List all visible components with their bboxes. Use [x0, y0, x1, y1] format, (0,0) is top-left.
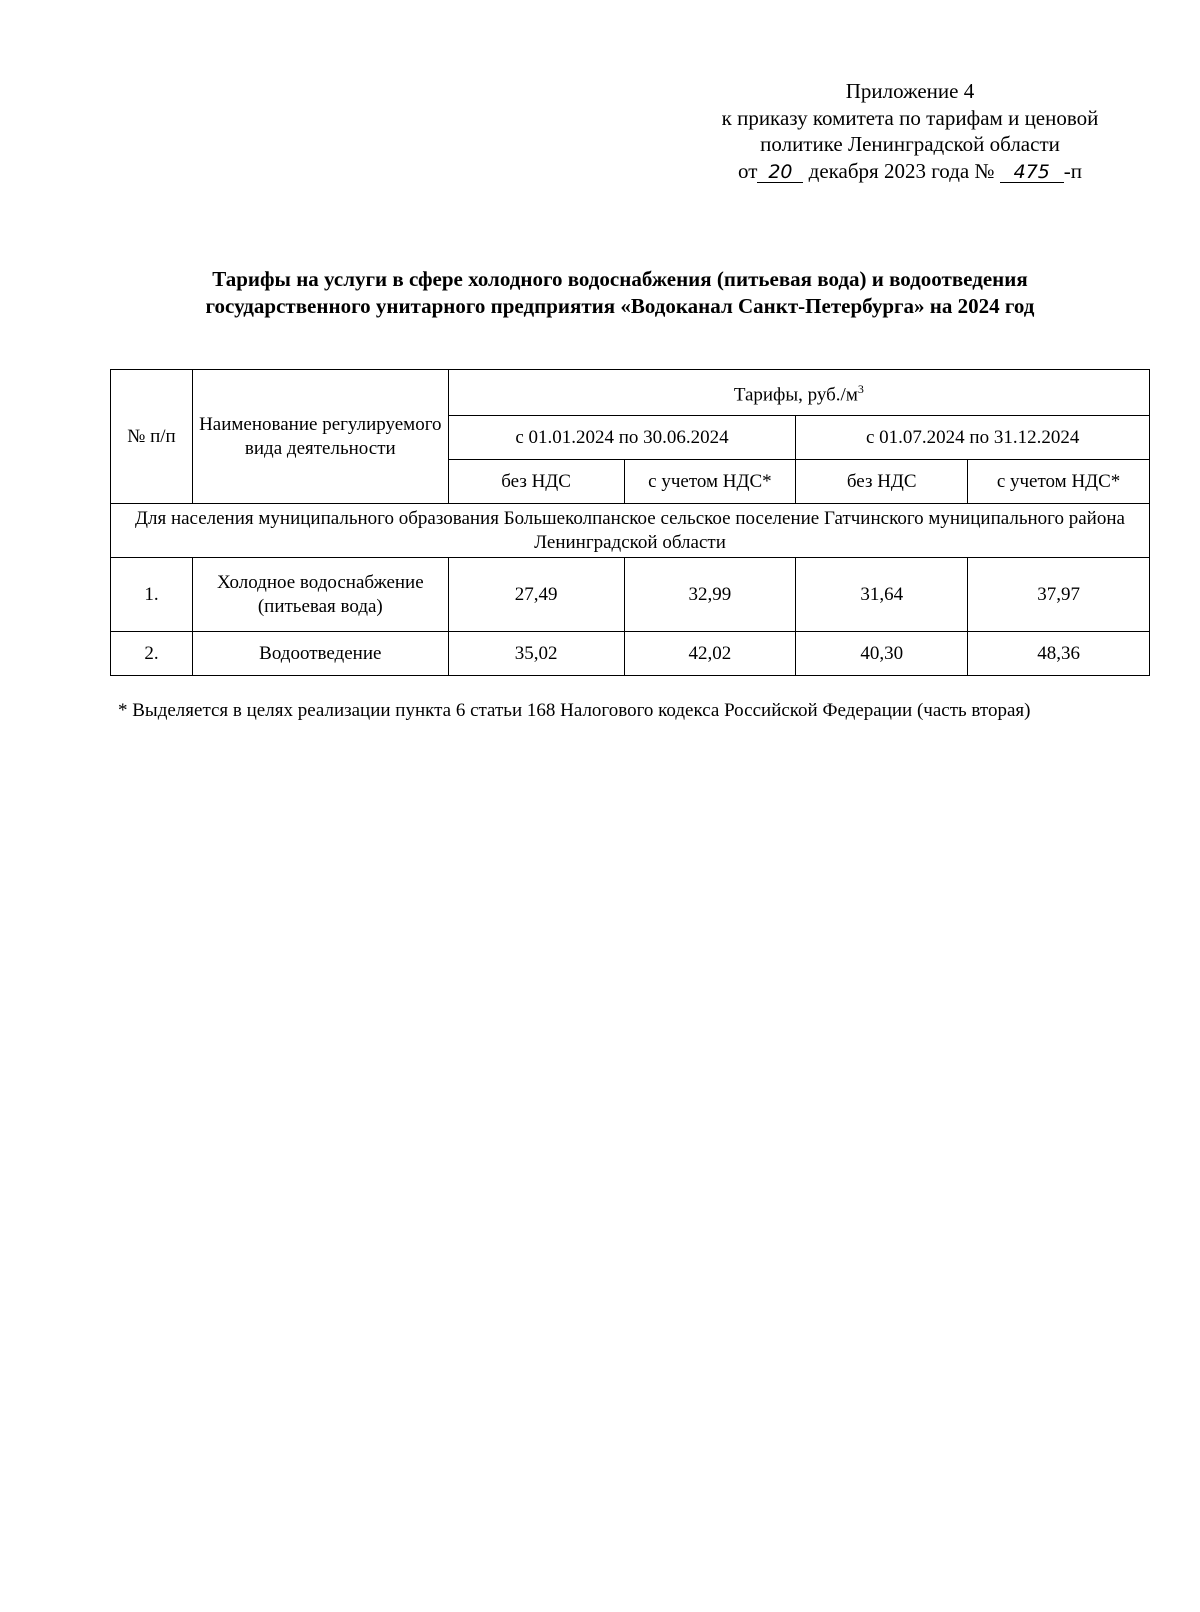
appendix-number: Приложение 4	[845, 79, 975, 103]
row-p1-vat: 42,02	[624, 632, 796, 676]
vat-footnote: * Выделяется в целях реализации пункта 6 статьи 168 Налогового кодекса Российской Федерации (часть вторая)	[118, 700, 1031, 721]
handwritten-day: 20	[757, 162, 803, 183]
header-row-1	[111, 370, 1150, 416]
unit-superscript: 3	[857, 382, 864, 397]
row-p1-no-vat: 35,02	[448, 632, 624, 676]
table-row	[111, 632, 1150, 676]
title-line-1: Тарифы на услуги в сфере холодного водоснабжения (питьевая вода) и водоотведения	[212, 267, 1028, 291]
col-num-header: № п/п	[111, 370, 193, 504]
title-line-2: государственного унитарного предприятия «Водоканал Санкт-Петербурга» на 2024 год	[205, 294, 1035, 318]
appendix-header	[680, 78, 1140, 184]
row-p1-no-vat: 27,49	[448, 558, 624, 632]
appendix-committee: политике Ленинградской области	[760, 132, 1060, 156]
table-row	[111, 558, 1150, 632]
tariffs-table	[110, 369, 1150, 676]
p1-vat-header: с учетом НДС*	[624, 460, 796, 504]
date-prefix: от	[738, 158, 758, 183]
row-p2-no-vat: 40,30	[796, 632, 968, 676]
group-row	[111, 504, 1150, 558]
date-middle: декабря 2023 года №	[808, 158, 995, 183]
order-suffix: -п	[1063, 158, 1082, 183]
document-title	[120, 266, 1120, 320]
col-name-header: Наименование регулируемого вида деятельности	[192, 370, 448, 504]
row-p2-vat: 37,97	[968, 558, 1150, 632]
p2-no-vat-header: без НДС	[796, 460, 968, 504]
p2-vat-header: с учетом НДС*	[968, 460, 1150, 504]
row-p1-vat: 32,99	[624, 558, 796, 632]
row-p2-vat: 48,36	[968, 632, 1150, 676]
period-1-header: с 01.01.2024 по 30.06.2024	[448, 416, 796, 460]
row-num: 1.	[111, 558, 193, 632]
group-header: Для населения муниципального образования Большеколпанское сельское поселение Гатчинского муниципального района Ленинградской области	[111, 504, 1150, 558]
row-num: 2.	[111, 632, 193, 676]
row-p2-no-vat: 31,64	[796, 558, 968, 632]
row-name: Водоотведение	[192, 632, 448, 676]
appendix-date-line	[680, 158, 1140, 185]
p1-no-vat-header: без НДС	[448, 460, 624, 504]
appendix-order-ref: к приказу комитета по тарифам и ценовой	[721, 105, 1099, 130]
tariffs-header: Тарифы, $руб./м^3$	[448, 370, 1149, 416]
row-name: Холодное водоснабжение (питьевая вода)	[192, 558, 448, 632]
period-2-header: с 01.07.2024 по 31.12.2024	[796, 416, 1150, 460]
handwritten-order-number: 475	[1000, 162, 1064, 183]
